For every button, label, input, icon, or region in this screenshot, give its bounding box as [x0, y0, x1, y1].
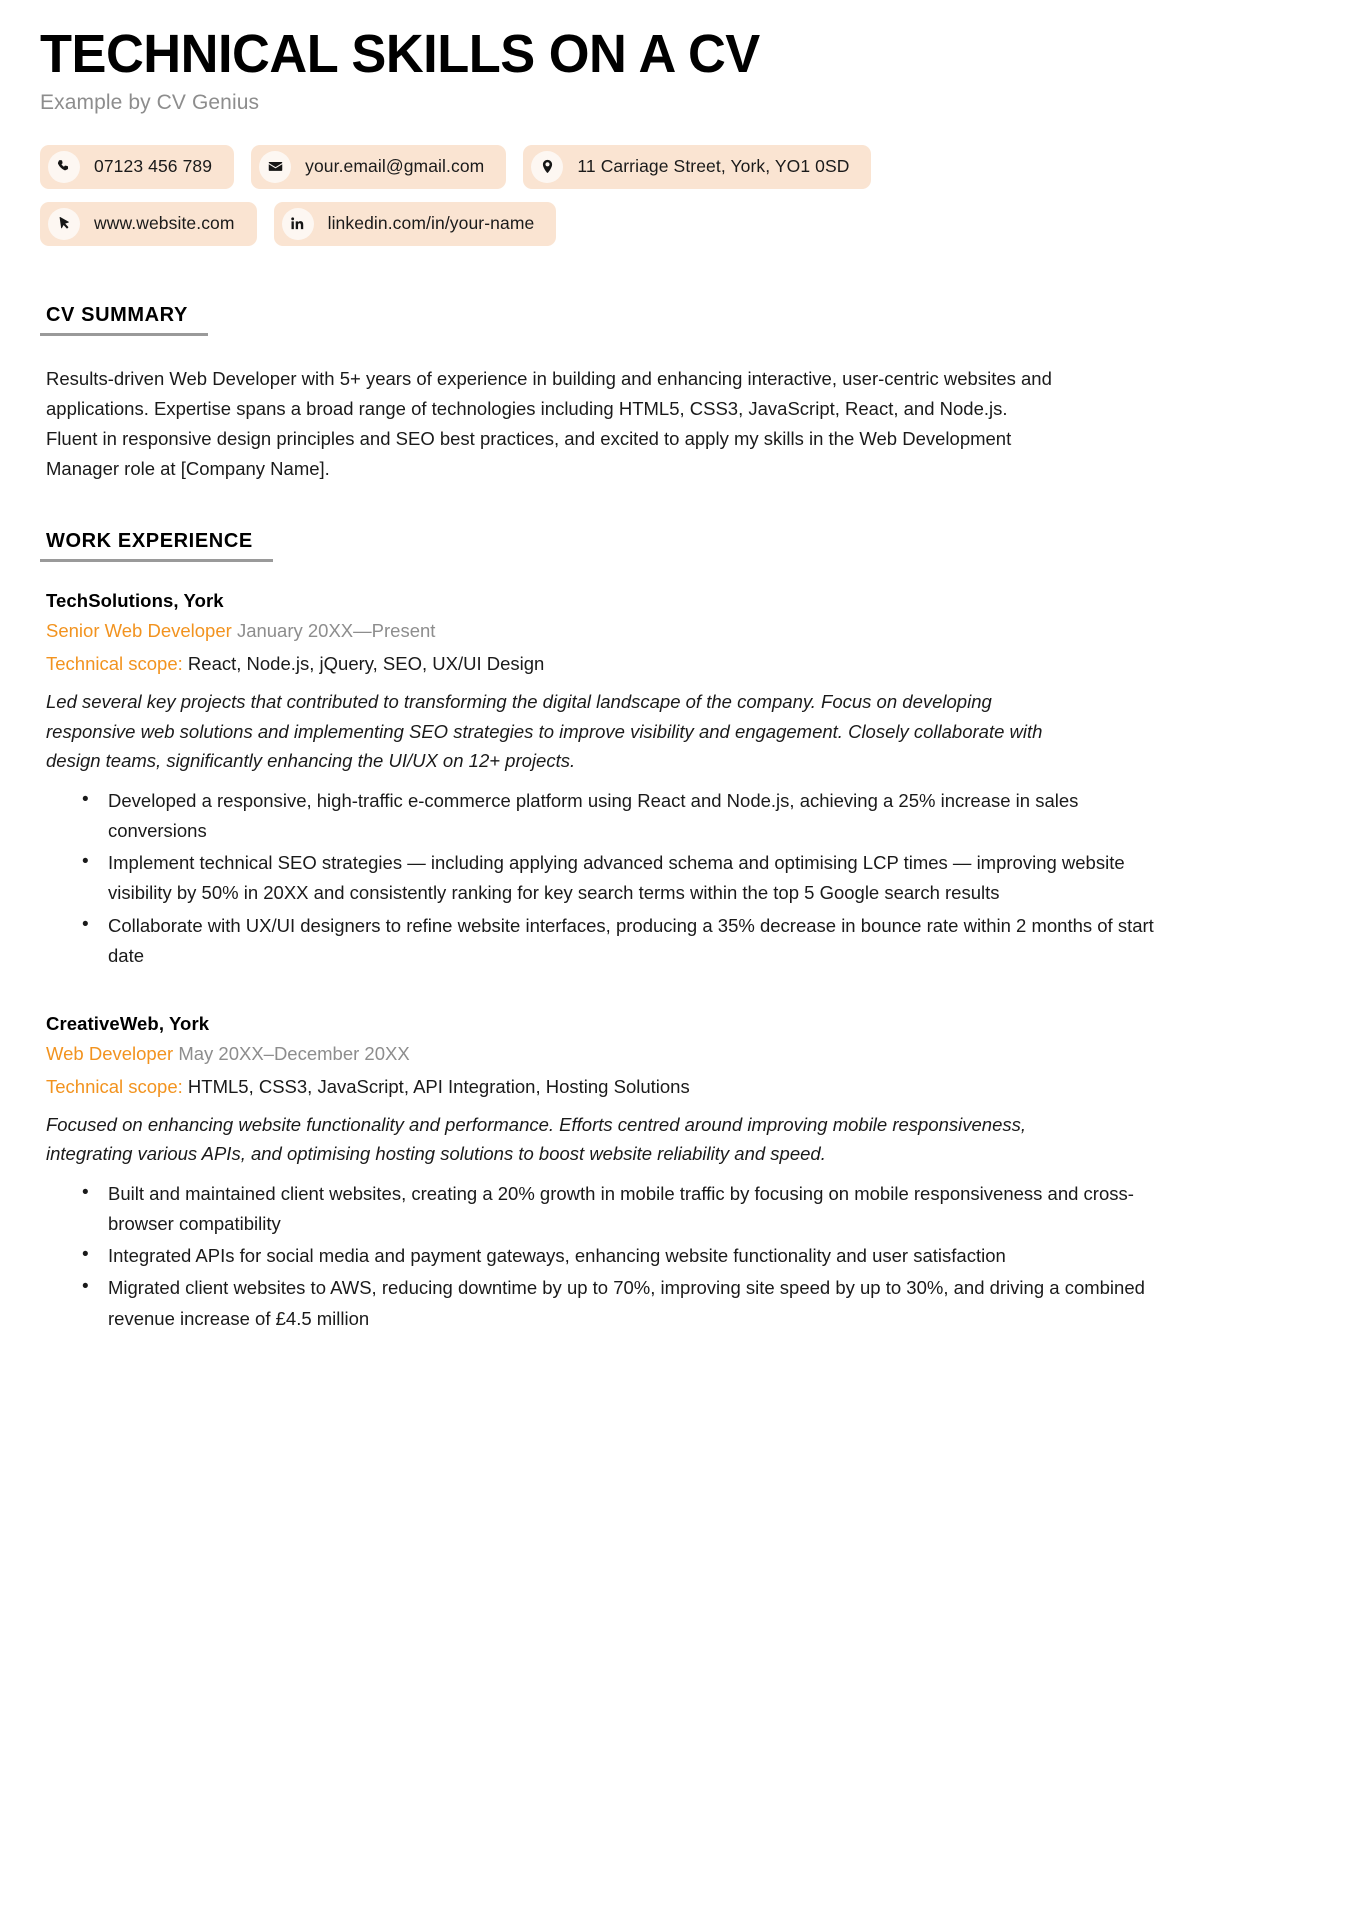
contact-chip-phone[interactable] [40, 145, 234, 189]
job-technical-scope [46, 1075, 1320, 1100]
job-entry [40, 590, 1320, 971]
section-heading-cv-summary: CV SUMMARY [40, 304, 188, 336]
section-cv-summary [40, 304, 1320, 485]
technical-scope-value: HTML5, CSS3, JavaScript, API Integration, Hosting Solutions [187, 1075, 690, 1097]
phone-icon [48, 151, 80, 183]
page-title: TECHNICAL SKILLS ON A CV [40, 24, 760, 84]
job-description: Led several key projects that contributed to transforming the digital landscape of the company. Focus on developing responsive web solutions and implementing SEO strategies to improve visibility and engagement. Closely collaborate with design teams, significantly enhancing the UI/UX on 12+ projects. [46, 691, 1043, 772]
contact-chip-linkedin[interactable] [274, 202, 557, 246]
job-achievements [46, 786, 1168, 971]
contact-chip-linkedin-label: linkedin.com/in/your-name [327, 213, 535, 234]
contact-row-1 [40, 145, 1320, 189]
job-dates: January 20XX—Present [236, 620, 436, 642]
page-subtitle: Example by CV Genius [40, 90, 260, 114]
job-technical-scope [46, 652, 1320, 677]
list-item: • Implement technical SEO strategies — including applying advanced schema and optimising LCP times — improving website visibility by 50% in 20XX and consistently ranking for key search terms within the top 5 Google search results [108, 848, 1168, 908]
technical-scope-value: React, Node.js, jQuery, SEO, UX/UI Design [187, 653, 545, 675]
job-description: Focused on enhancing website functionality and performance. Efforts centred around improving mobile responsiveness, integrating various APIs, and optimising hosting solutions to boost website reliability and speed. [46, 1113, 1027, 1165]
contact-chip-email-label: your.email@gmail.com [305, 156, 485, 177]
job-meta [46, 619, 1320, 644]
job-achievements [46, 1179, 1168, 1334]
list-item: • Developed a responsive, high-traffic e-commerce platform using React and Node.js, achieving a 25% increase in sales conversions [108, 786, 1168, 846]
job-company: TechSolutions, York [46, 590, 224, 612]
contact-details [40, 145, 1320, 246]
map-pin-icon [531, 151, 563, 183]
job-dates: May 20XX–December 20XX [178, 1042, 410, 1064]
linkedin-icon [282, 208, 314, 240]
job-entry [40, 1013, 1320, 1334]
cv-summary-text: Results-driven Web Developer with 5+ years of experience in building and enhancing interactive, user-centric websites and applications. Expertise spans a broad range of technologies including HTML5, CSS3, JavaScript, React, and Node.js. Fluent in responsive design principles and SEO best practices, and excited to apply my skills in the Web Development Manager role at [Company Name]. [46, 367, 1052, 480]
envelope-icon [259, 151, 291, 183]
contact-chip-website[interactable] [40, 202, 257, 246]
contact-chip-website-label: www.website.com [94, 213, 235, 234]
job-role: Web Developer [46, 1042, 174, 1064]
contact-chip-address[interactable] [523, 145, 871, 189]
list-item: • Built and maintained client websites, creating a 20% growth in mobile traffic by focusing on mobile responsiveness and cross-browser compatibility [108, 1179, 1168, 1239]
list-item: • Collaborate with UX/UI designers to refine website interfaces, producing a 35% decrease in bounce rate within 2 months of start date [108, 911, 1168, 971]
contact-row-2 [40, 202, 1320, 246]
section-work-experience [40, 530, 1320, 1333]
job-role: Senior Web Developer [46, 620, 232, 642]
technical-scope-label: Technical scope: [46, 1075, 183, 1097]
cursor-icon [48, 208, 80, 240]
technical-scope-label: Technical scope: [46, 653, 183, 675]
job-company: CreativeWeb, York [46, 1012, 210, 1034]
contact-chip-phone-label: 07123 456 789 [94, 156, 213, 177]
contact-chip-email[interactable] [251, 145, 506, 189]
contact-chip-address-label: 11 Carriage Street, York, YO1 0SD [577, 156, 850, 177]
section-heading-work-experience: WORK EXPERIENCE [40, 530, 253, 562]
list-item: • Integrated APIs for social media and payment gateways, enhancing website functionality and user satisfaction [108, 1241, 1168, 1271]
list-item: • Migrated client websites to AWS, reducing downtime by up to 70%, improving site speed by up to 30%, and driving a combined revenue increase of £4.5 million [108, 1273, 1168, 1333]
job-meta [46, 1042, 1320, 1067]
